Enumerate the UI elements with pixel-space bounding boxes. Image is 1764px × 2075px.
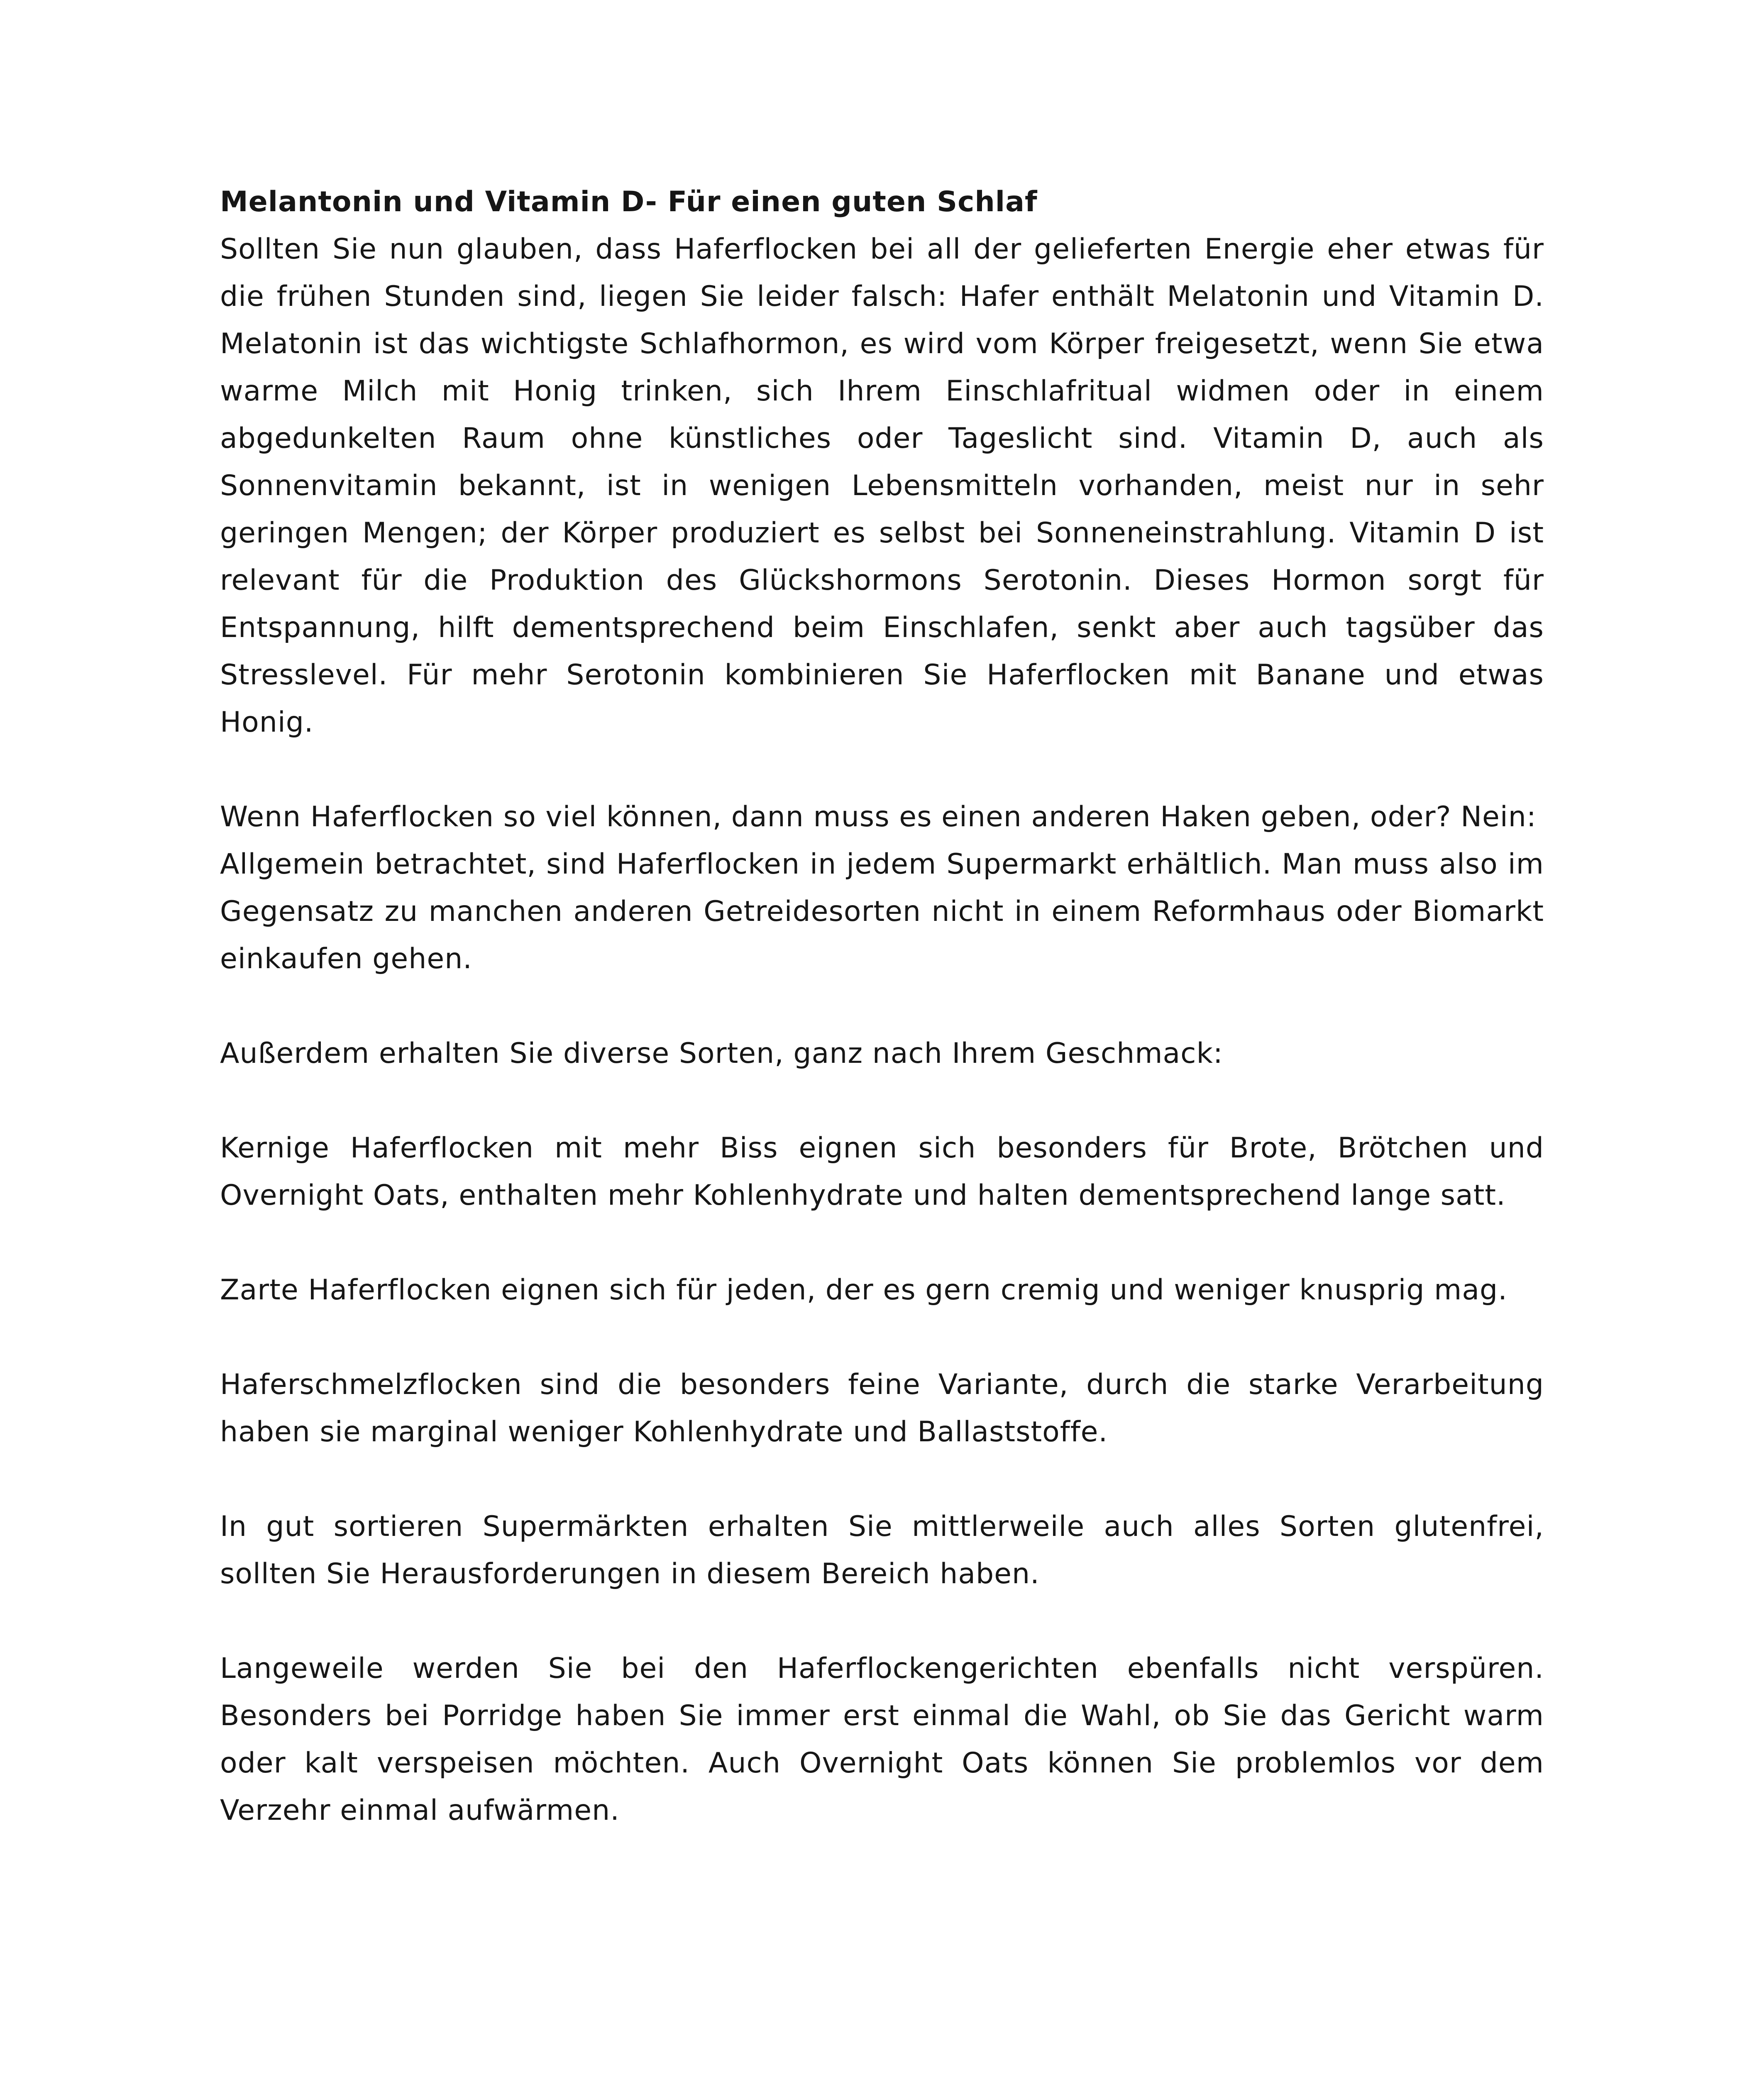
- paragraph-gap: [220, 1077, 1544, 1125]
- paragraph-sleep-vitamins: Sollten Sie nun glauben, dass Haferflocken bei all der gelieferten Energie eher etwas für die frühen Stunden sind, liegen Sie leider falsch: Hafer enthält Melatonin und Vitamin D. Melatonin ist das wichtigste Schlafhormon, es wird vom Körper freigesetzt, wenn Sie etwa warme Milch mit Honig trinken, sich Ihrem Einschlafritual widmen oder in einem abgedunkelten Raum ohne künstliches oder Tageslicht sind. Vitamin D, auch als Sonnenvitamin bekannt, ist in wenigen Lebensmitteln vorhanden, meist nur in sehr geringen Mengen; der Körper produziert es selbst bei Sonneneinstrahlung. Vitamin D ist relevant für die Produktion des Glückshormons Serotonin. Dieses Hormon sorgt für Entspannung, hilft dementsprechend beim Einschlafen, senkt aber auch tagsüber das Stresslevel. Für mehr Serotonin kombinieren Sie Haferflocken mit Banane und etwas Honig.: [220, 233, 1544, 739]
- paragraph-availability: Allgemein betrachtet, sind Haferflocken in jedem Supermarkt erhältlich. Man muss also im Gegensatz zu manchen anderen Getreidesorten nicht in einem Reformhaus oder Biomarkt einkaufen gehen.: [220, 848, 1544, 975]
- document-body: [220, 178, 1544, 1834]
- paragraph-question: Wenn Haferflocken so viel können, dann muss es einen anderen Haken geben, oder? Nein:: [220, 801, 1537, 833]
- paragraph-gap: [220, 1598, 1544, 1645]
- paragraph-glutenfrei: In gut sortieren Supermärkten erhalten Sie mittlerweile auch alles Sorten glutenfrei, sollten Sie Herausforderungen in diesem Bereich haben.: [220, 1510, 1544, 1590]
- paragraph-gap: [220, 1219, 1544, 1267]
- paragraph-gap: [220, 1314, 1544, 1361]
- paragraph-varieties-intro: Außerdem erhalten Sie diverse Sorten, ganz nach Ihrem Geschmack:: [220, 1037, 1223, 1070]
- paragraph-gap: [220, 1456, 1544, 1503]
- paragraph-kernige: Kernige Haferflocken mit mehr Biss eignen sich besonders für Brote, Brötchen und Overnight Oats, enthalten mehr Kohlenhydrate und halten dementsprechend lange satt.: [220, 1132, 1544, 1212]
- paragraph-gap: [220, 746, 1544, 793]
- paragraph-schmelzflocken: Haferschmelzflocken sind die besonders feine Variante, durch die starke Verarbeitung haben sie marginal weniger Kohlenhydrate und Ballaststoffe.: [220, 1368, 1544, 1448]
- paragraph-langeweile: Langeweile werden Sie bei den Haferflockengerichten ebenfalls nicht verspüren. Besonders bei Porridge haben Sie immer erst einmal die Wahl, ob Sie das Gericht warm oder kalt verspeisen möchten. Auch Overnight Oats können Sie problemlos vor dem Verzehr einmal aufwärmen.: [220, 1652, 1544, 1827]
- paragraph-gap: [220, 983, 1544, 1030]
- section-heading: Melantonin und Vitamin D- Für einen guten Schlaf: [220, 186, 1038, 218]
- paragraph-zarte: Zarte Haferflocken eignen sich für jeden, der es gern cremig und weniger knusprig mag.: [220, 1274, 1507, 1306]
